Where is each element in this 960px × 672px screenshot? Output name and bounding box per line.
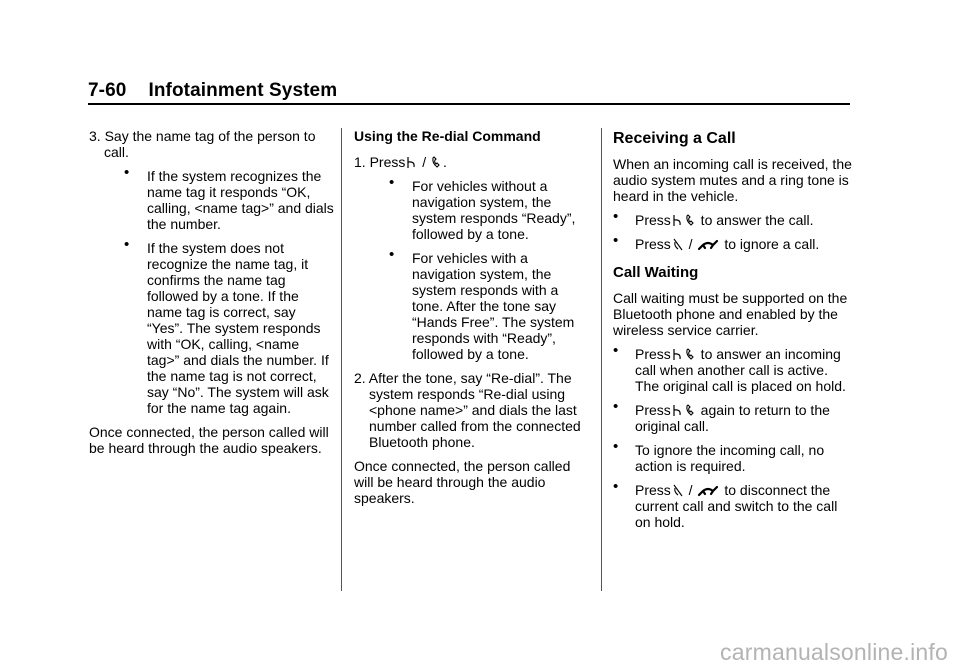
list-item: • Press again to return to the original call.	[613, 398, 830, 434]
list-item: • Press to answer the call.	[613, 208, 814, 228]
watermark: carmanualsonline.info	[720, 639, 948, 665]
push-to-talk-icon	[672, 214, 683, 227]
closing-paragraph: Once connected, the person called will be heard through the audio speakers.	[354, 458, 571, 506]
closing-paragraph: Once connected, the person called will be heard through the audio speakers.	[89, 424, 329, 456]
list-item: • Press to answer an incoming call when another call is active. The original call is placed on hold.	[613, 342, 846, 394]
column-2	[354, 128, 590, 506]
column-divider-left	[341, 128, 342, 591]
bullet-marker: •	[613, 398, 619, 415]
bullet-marker: •	[124, 236, 130, 253]
step-2: 2. After the tone, say “Re-dial”. The system responds “Re-dial using <phone name>” and dials the last number called from the connected Bluetooth phone.	[354, 370, 581, 450]
bullet-text: If the system recognizes the name tag it responds “OK, calling, <name tag>” and dials the number.	[147, 168, 334, 232]
bullet-marker: •	[124, 164, 130, 181]
push-to-talk-icon	[672, 404, 683, 417]
mute-end-icon	[672, 238, 684, 251]
list-item	[89, 164, 334, 232]
subheading-redial: Using the Re-dial Command	[354, 128, 541, 144]
push-to-talk-icon	[406, 156, 417, 169]
bullet-marker: •	[389, 174, 395, 191]
list-item	[354, 174, 590, 242]
bullet-marker: •	[389, 246, 395, 263]
push-to-talk-icon	[672, 348, 683, 361]
phone-answer-icon	[431, 156, 442, 169]
receiving-paragraph: When an incoming call is received, the audio system mutes and a ring tone is heard in the vehicle.	[613, 156, 852, 204]
bullet-text: For vehicles with a navigation system, the system responds with a tone. After the tone say “Hands Free”. The system responds with “Ready”, followed by a tone.	[412, 250, 575, 362]
column-3	[613, 130, 853, 530]
bullet-text: For vehicles without a navigation system, the system responds “Ready”, followed by a tone.	[412, 178, 576, 242]
header-rule	[88, 103, 850, 105]
page-number: 7-60	[88, 80, 127, 101]
heading-receiving-a-call: Receiving a Call	[613, 130, 736, 147]
list-item: • Press / to disconnect the current call and switch to the call on hold.	[613, 478, 838, 530]
bullet-marker: •	[613, 232, 619, 249]
phone-answer-icon	[685, 404, 696, 417]
list-item: • Press / to ignore a call.	[613, 232, 820, 252]
mute-end-icon	[672, 484, 684, 497]
section-title: Infotainment System	[148, 80, 338, 101]
heading-call-waiting: Call Waiting	[613, 264, 699, 281]
phone-hangup-icon	[697, 483, 719, 497]
phone-answer-icon	[685, 214, 696, 227]
column-1	[89, 128, 334, 456]
list-item: • To ignore the incoming call, no action is required.	[613, 438, 825, 474]
waiting-paragraph: Call waiting must be supported on the Bluetooth phone and enabled by the wireless service carrier.	[613, 290, 848, 338]
step-3: 3. Say the name tag of the person to call.	[89, 128, 316, 160]
phone-hangup-icon	[697, 237, 719, 251]
bullet-marker: •	[613, 438, 619, 455]
step-1: 1. Press / .	[354, 154, 447, 170]
bullet-marker: •	[613, 478, 619, 495]
list-item	[89, 236, 334, 416]
bullet-marker: •	[613, 208, 619, 225]
column-divider-right	[601, 128, 602, 591]
phone-answer-icon	[685, 348, 696, 361]
bullet-text: If the system does not recognize the name tag, it confirms the name tag followed by a tone. If the name tag is correct, say “Yes”. The system responds with “OK, calling, <name tag>” and dials the number. If the name tag is not correct, say “No”. The system will ask for the name tag again.	[147, 240, 329, 416]
bullet-marker: •	[613, 342, 619, 359]
page-header	[88, 80, 337, 102]
list-item	[354, 246, 590, 362]
